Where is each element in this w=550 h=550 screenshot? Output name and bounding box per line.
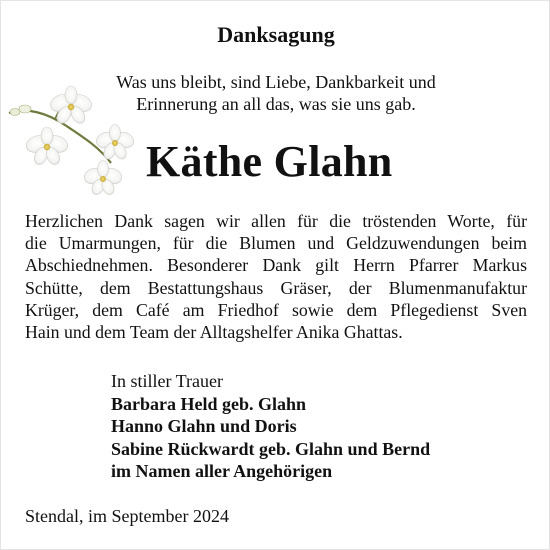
paragraph-line: Krüger, dem Café am Friedhof sowie dem Pflegedienst Sven xyxy=(25,299,527,320)
thanks-paragraph xyxy=(25,210,527,343)
paragraph-line: Schütte, dem Bestattungshaus Gräser, der Blumenmanufaktur xyxy=(25,277,527,298)
paragraph-line: Abschiednehmen. Besonderer Dank gilt Herrn Pfarrer Markus xyxy=(25,255,527,276)
signatory: im Namen aller Angehörigen xyxy=(111,461,333,481)
deceased-name: Käthe Glahn xyxy=(146,137,393,186)
paragraph-line: die Umarmungen, für die Blumen und Geldzuwendungen beim xyxy=(25,233,527,254)
signatory: Hanno Glahn und Doris xyxy=(111,416,297,436)
white-orchid-icon xyxy=(7,85,137,197)
paragraph-line: Herzlichen Dank sagen wir allen für die tröstenden Worte, für xyxy=(25,211,527,231)
signatory: Sabine Rückwardt geb. Glahn und Bernd xyxy=(111,438,431,459)
notice-heading: Danksagung xyxy=(217,22,335,47)
signoff-intro: In stiller Trauer xyxy=(111,371,223,391)
quote-line: Was uns bleibt, sind Liebe, Dankbarkeit und xyxy=(116,72,436,92)
place-date: Stendal, im September 2024 xyxy=(25,506,229,526)
signatures-block xyxy=(111,370,430,483)
signatory: Barbara Held geb. Glahn xyxy=(111,393,307,414)
paragraph-line: Hain und dem Team der Alltagshelfer Anika Ghattas. xyxy=(25,322,403,343)
quote-line: Erinnerung an all das, was sie uns gab. xyxy=(136,94,416,114)
